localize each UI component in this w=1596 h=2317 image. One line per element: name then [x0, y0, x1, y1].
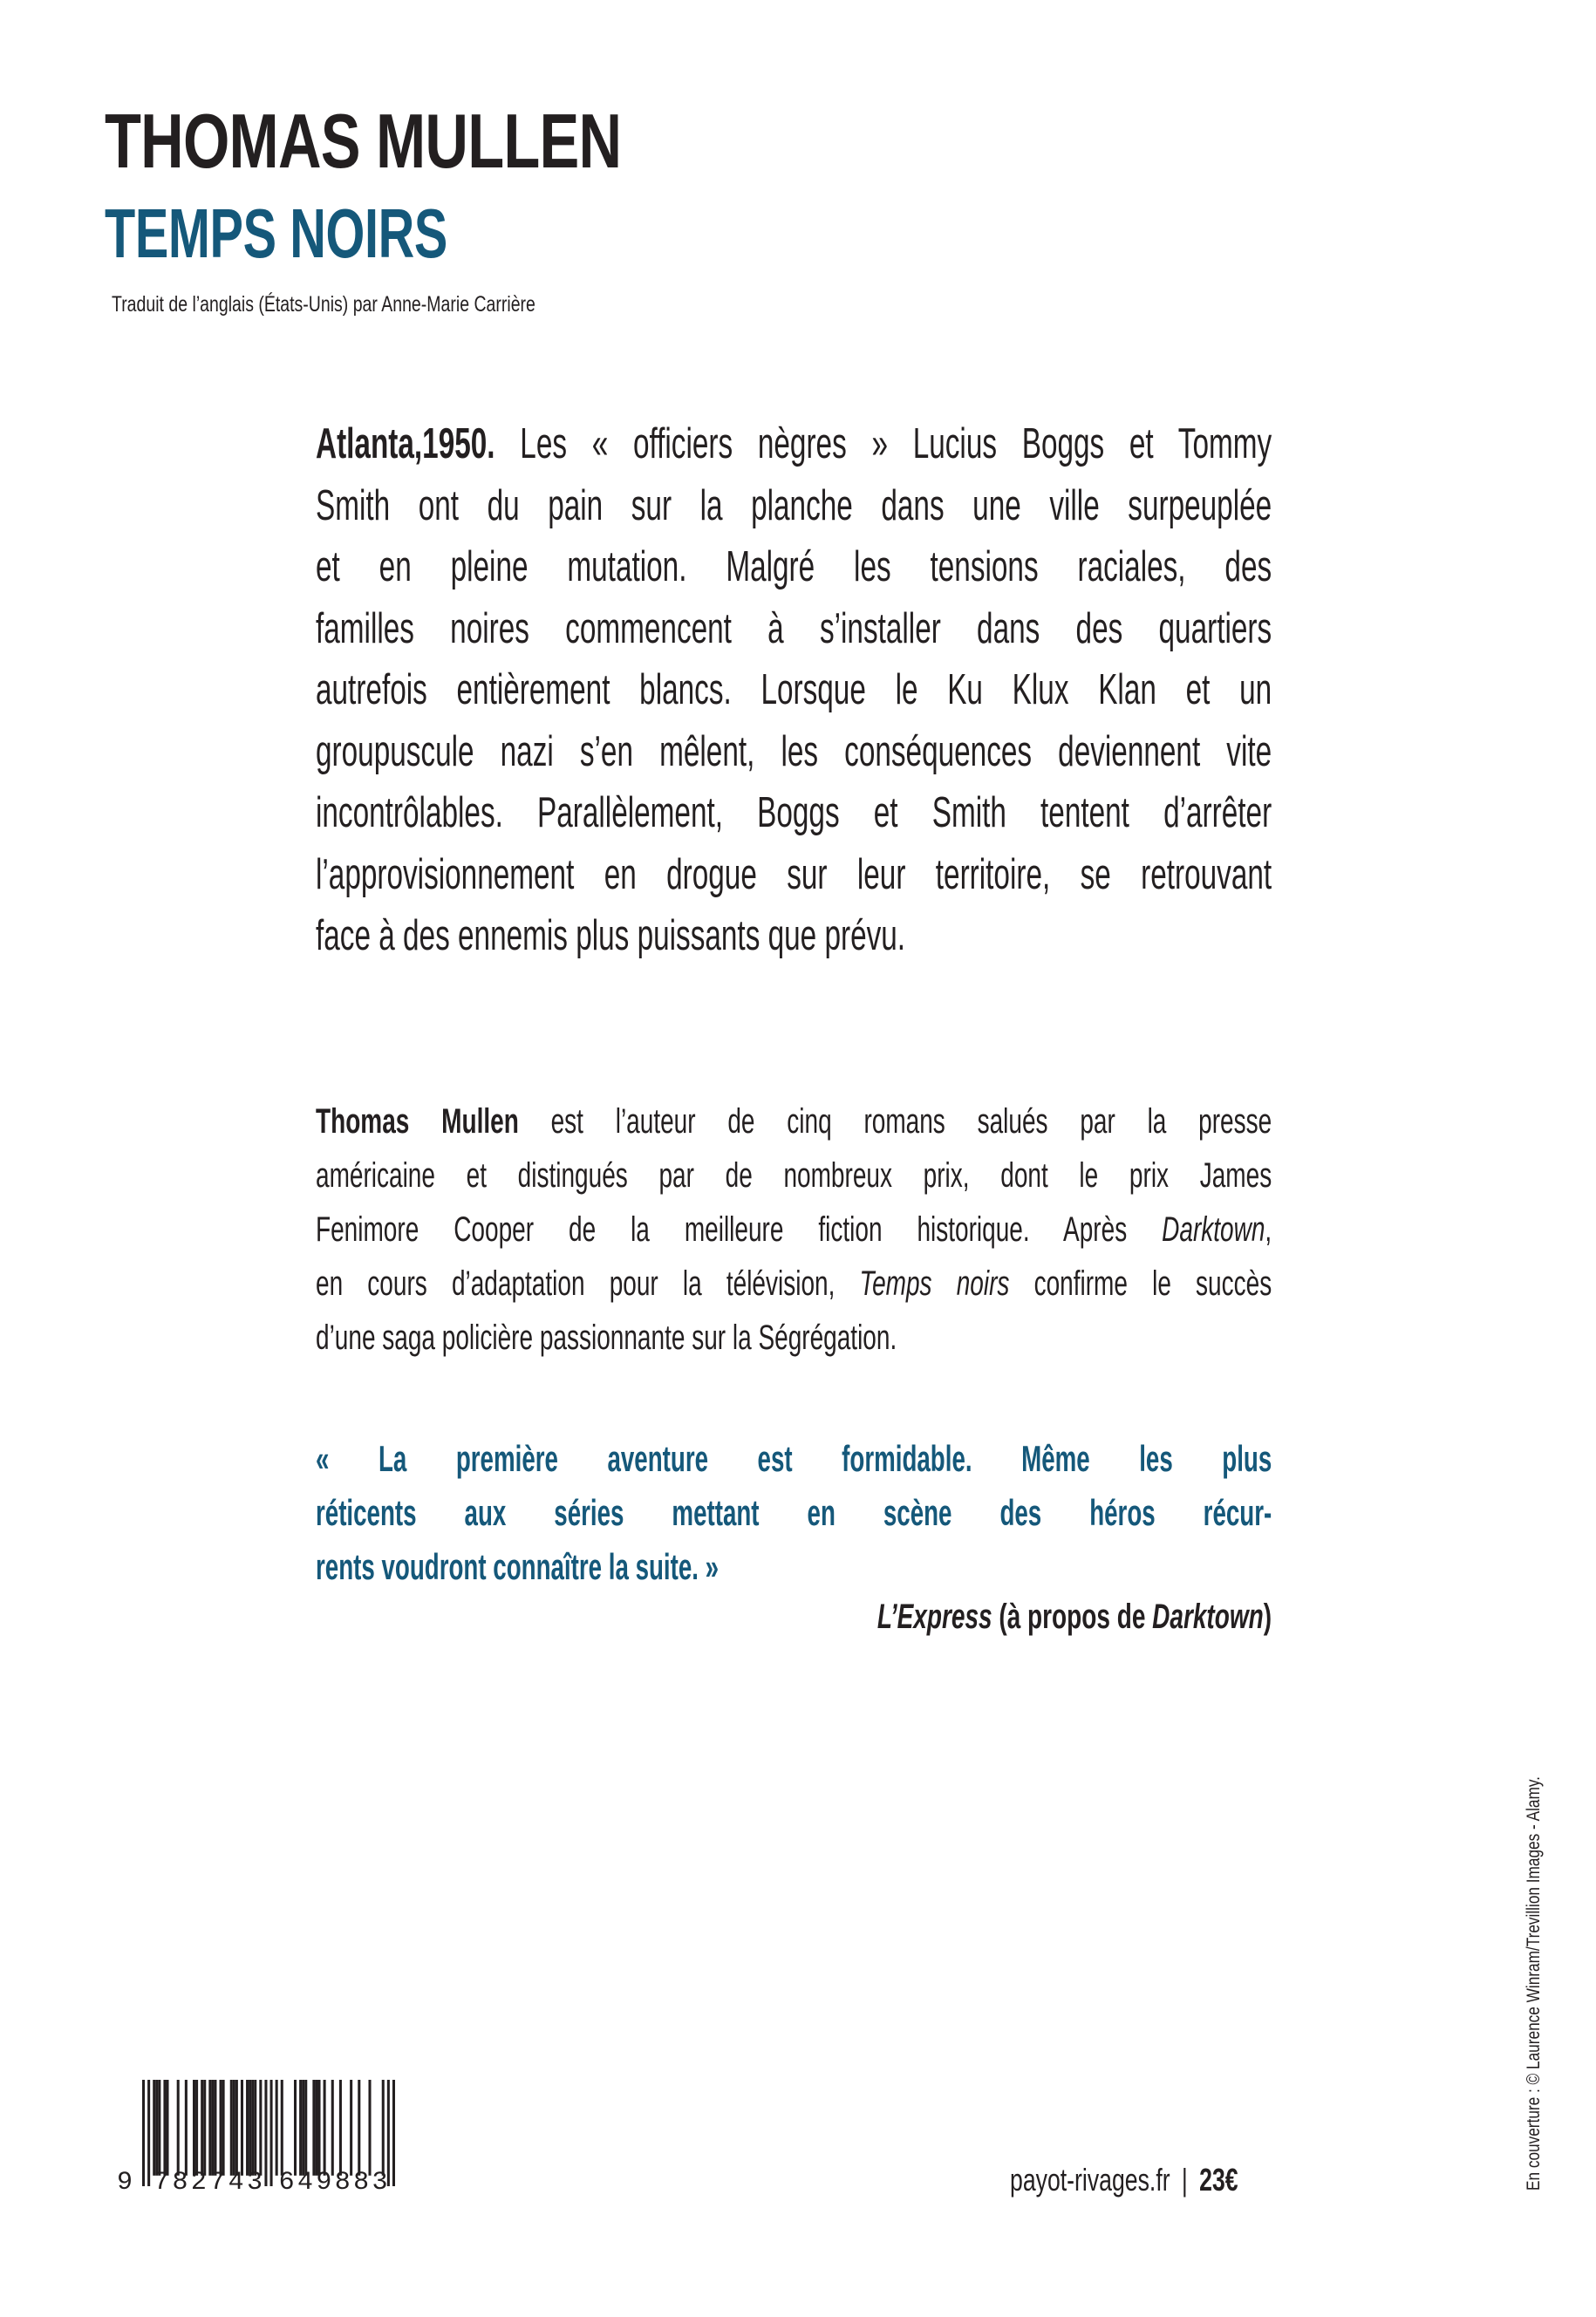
italic-run: Temps noirs — [859, 1264, 1010, 1303]
isbn-digit: 3 — [372, 2168, 388, 2198]
paragraph-line — [316, 1266, 1272, 1301]
text-run: en cours d’adaptation pour la télévision, — [316, 1264, 860, 1303]
italic-run: L’Express — [876, 1598, 992, 1636]
publisher-footer — [1010, 2164, 1238, 2196]
publisher-website-link[interactable]: payot-rivages.fr — [1010, 2162, 1170, 2198]
paragraph-line — [316, 850, 1272, 898]
text-run: , — [1265, 1210, 1272, 1249]
isbn-digit: 2 — [190, 2168, 207, 2198]
text-run: Les « officiers nègres » Lucius Boggs et Tommy — [494, 420, 1272, 467]
paragraph-line — [316, 604, 1272, 652]
isbn-digit: 8 — [334, 2168, 351, 2198]
translator-credit: Traduit de l’anglais (États-Unis) par Anne-Marie Carrière — [112, 292, 535, 317]
text-run: d’une saga policière passionnante sur la Ségrégation. — [316, 1319, 897, 1357]
text-run: Smith ont du pain sur la planche dans une ville surpeuplée — [316, 481, 1272, 529]
text-run: ) — [1263, 1598, 1272, 1636]
text-run: américaine et distingués par de nombreux prix, dont le prix James — [316, 1156, 1272, 1195]
paragraph-line — [316, 1320, 1272, 1355]
bold-run: Thomas Mullen — [316, 1102, 519, 1141]
text-run: et en pleine mutation. Malgré les tensions raciales, des — [316, 543, 1272, 590]
press-quote-line: « La première aventure est formidable. Même les plus — [316, 1438, 1272, 1479]
paragraph-line — [316, 727, 1272, 775]
isbn-digit: 4 — [228, 2168, 244, 2198]
isbn-digit: 8 — [353, 2168, 370, 2198]
cover-photo-credit: En couverture : © Laurence Winram/Trevillion Images - Alamy. — [1524, 1776, 1544, 2191]
text-run: (à propos de — [992, 1598, 1153, 1636]
isbn-digit: 3 — [247, 2168, 263, 2198]
text-run: l’approvisionnement en drogue sur leur territoire, se retrouvant — [316, 850, 1272, 898]
press-quote-line: réticents aux séries mettant en scène des héros récur- — [316, 1492, 1272, 1533]
text-run: incontrôlables. Parallèlement, Boggs et Smith tentent d’arrêter — [316, 789, 1272, 836]
text-run: familles noires commencent à s’installer dans des quartiers — [316, 604, 1272, 652]
text-run: confirme le succès — [1009, 1264, 1272, 1303]
isbn-digit: 7 — [153, 2168, 170, 2198]
paragraph-line — [316, 420, 1272, 467]
paragraph-line — [316, 1212, 1272, 1247]
quote-attribution — [877, 1599, 1272, 1634]
paragraph-line — [316, 912, 1272, 959]
paragraph-line — [316, 543, 1272, 590]
paragraph-line — [316, 1104, 1272, 1139]
text-run: face à des ennemis plus puissants que prévu. — [316, 912, 906, 959]
bold-run: Atlanta,1950. — [316, 420, 495, 467]
price-label: 23€ — [1199, 2162, 1238, 2198]
text-run: est l’auteur de cinq romans salués par la presse — [518, 1102, 1272, 1141]
isbn-digit: 6 — [278, 2168, 295, 2198]
paragraph-line — [316, 666, 1272, 713]
book-title: TEMPS NOIRS — [105, 194, 447, 272]
footer-separator: | — [1181, 2162, 1188, 2198]
text-run: autrefois entièrement blancs. Lorsque le Ku Klux Klan et un — [316, 666, 1272, 713]
italic-run: Darktown — [1162, 1210, 1265, 1249]
isbn-digit: 4 — [297, 2168, 314, 2198]
paragraph-line — [316, 481, 1272, 529]
author-name: THOMAS MULLEN — [105, 98, 622, 184]
paragraph-line — [316, 1158, 1272, 1193]
text-run: Fenimore Cooper de la meilleure fiction historique. Après — [316, 1210, 1163, 1249]
press-quote-line: rents voudront connaître la suite. » — [316, 1546, 720, 1587]
isbn-digit: 8 — [172, 2168, 188, 2198]
isbn-digit: 9 — [117, 2168, 133, 2198]
text-run: groupuscule nazi s’en mêlent, les conséquences deviennent vite — [316, 727, 1272, 775]
isbn-digit: 7 — [209, 2168, 226, 2198]
italic-run: Darktown — [1152, 1598, 1264, 1636]
paragraph-line — [316, 789, 1272, 836]
isbn-digit: 9 — [316, 2168, 332, 2198]
